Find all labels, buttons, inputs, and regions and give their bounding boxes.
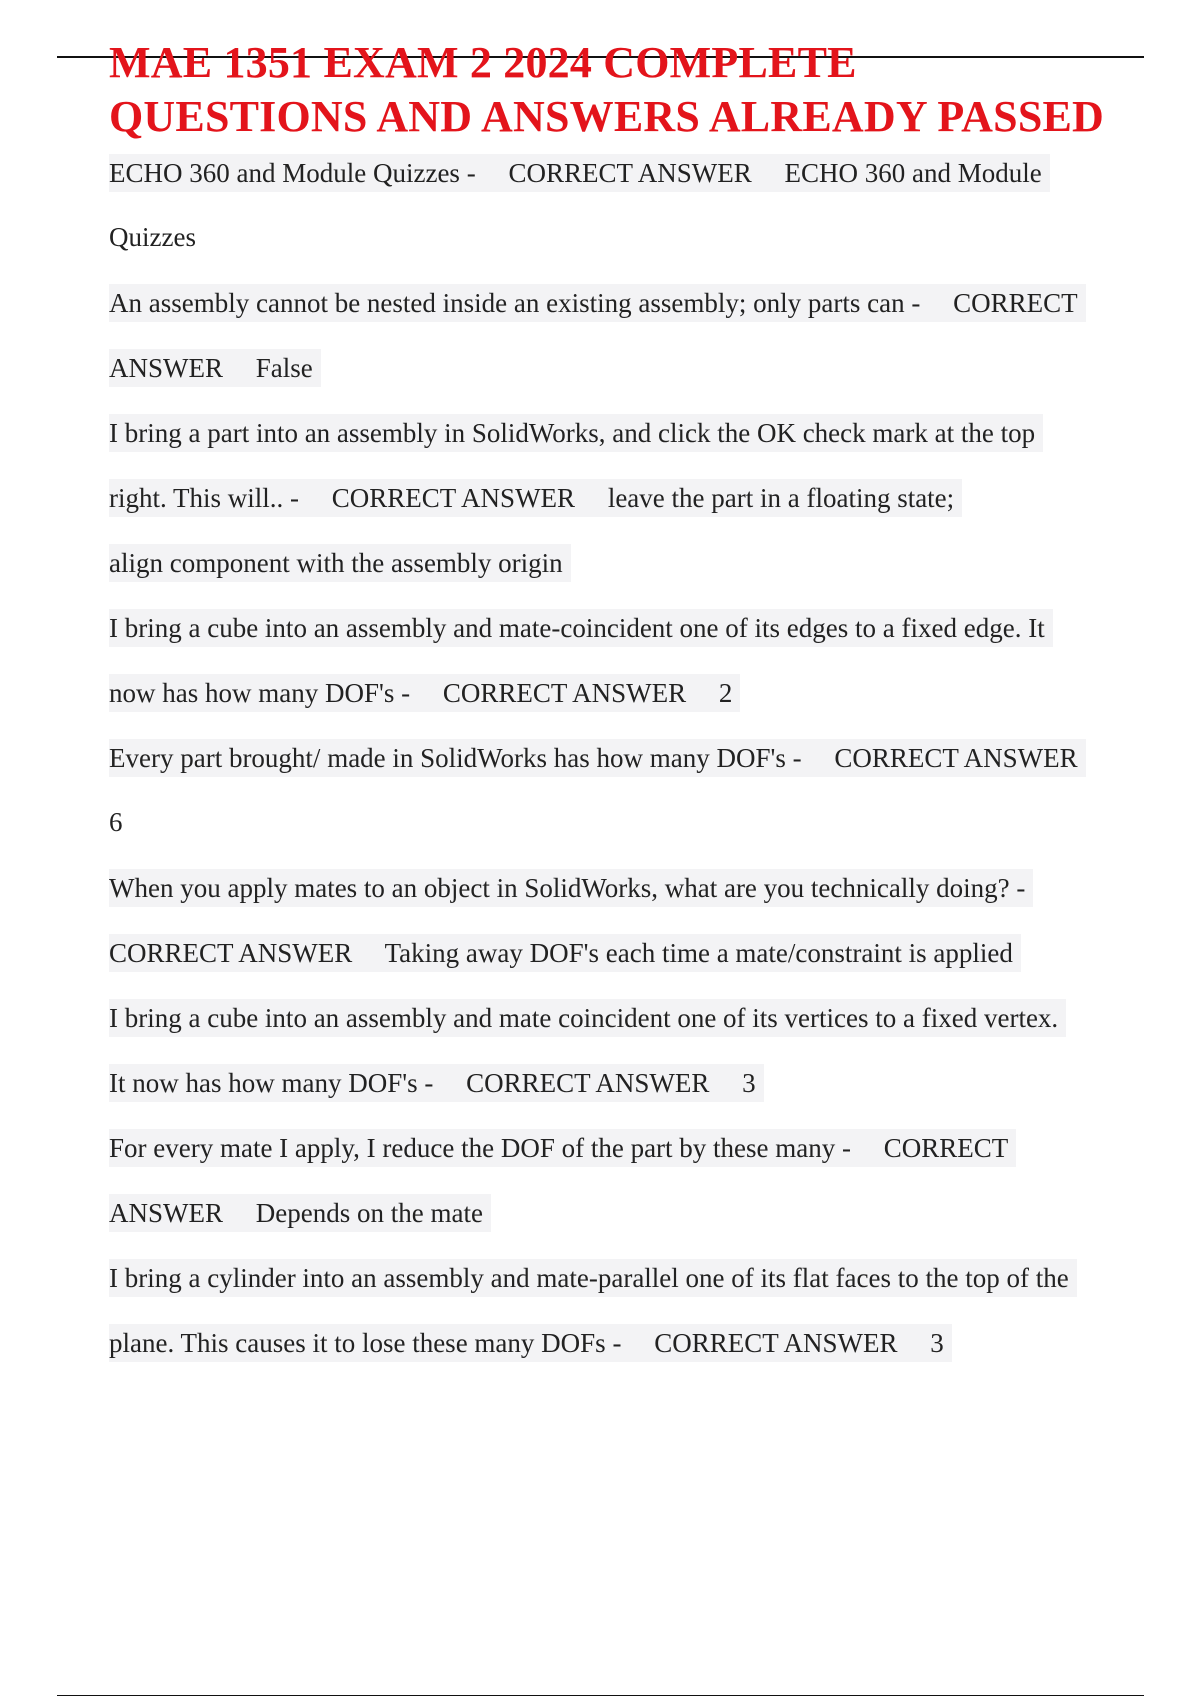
question-text: I bring a cube into an assembly and mate-coincident one of its edges to a fixed edge. It — [109, 612, 1045, 643]
answer-text: 6 — [109, 807, 123, 837]
correct-answer-marker: CORRECT ANSWER — [442, 677, 687, 708]
answer-text: False — [255, 352, 313, 383]
correct-answer-marker: ANSWER — [109, 1197, 223, 1228]
qa-item-2-line-1 — [109, 270, 1139, 335]
qa-item-3-line-2 — [109, 465, 1139, 530]
correct-answer-marker: CORRECT ANSWER — [466, 1067, 710, 1098]
qa-item-3-line-3 — [109, 530, 1139, 595]
question-text: plane. This causes it to lose these many DOFs — [109, 1327, 606, 1358]
qa-item-6-line-1 — [109, 855, 1139, 920]
question-text: It now has how many DOF's — [109, 1067, 418, 1098]
separator: - — [612, 1327, 622, 1358]
correct-answer-marker: CORRECT ANSWER — [654, 1327, 898, 1358]
question-text: right. This will.. — [109, 482, 284, 513]
title-line-2: QUESTIONS AND ANSWERS ALREADY PASSED — [109, 92, 1105, 141]
answer-text: 3 — [742, 1067, 756, 1098]
question-text: I bring a part into an assembly in SolidWorks, and click the OK check mark at the top — [109, 417, 1036, 448]
separator: - — [290, 482, 300, 513]
answer-text: Depends on the mate — [255, 1197, 483, 1228]
question-text: I bring a cylinder into an assembly and mate-parallel one of its flat faces to the top of the — [109, 1262, 1069, 1293]
bottom-rule — [57, 1695, 1144, 1696]
qa-item-6-line-2 — [109, 920, 1139, 985]
qa-item-8-line-2 — [109, 1180, 1139, 1245]
separator: - — [911, 287, 921, 318]
answer-text: Taking away DOF's each time a mate/constraint is applied — [384, 937, 1013, 968]
answer-text: 2 — [718, 677, 733, 708]
qa-item-1-line-1 — [109, 140, 1139, 205]
qa-item-2-line-2 — [109, 335, 1139, 400]
qa-item-3-line-1 — [109, 400, 1139, 465]
qa-item-8-line-1 — [109, 1115, 1139, 1180]
separator: - — [424, 1067, 434, 1098]
correct-answer-marker: CORRECT ANSWER — [331, 482, 576, 513]
correct-answer-marker: CORRECT ANSWER — [109, 937, 353, 968]
qa-item-4-line-1 — [109, 595, 1139, 660]
qa-item-7-line-1 — [109, 985, 1139, 1050]
qa-item-5-line-2 — [109, 790, 1139, 855]
qa-item-7-line-2 — [109, 1050, 1139, 1115]
correct-answer-marker: CORRECT — [953, 287, 1078, 318]
answer-text: 3 — [930, 1327, 944, 1358]
correct-answer-marker: CORRECT ANSWER — [508, 157, 752, 188]
answer-text: ECHO 360 and Module — [784, 157, 1042, 188]
separator: - — [1016, 872, 1026, 903]
question-text: For every mate I apply, I reduce the DOF of the part by these many — [109, 1132, 836, 1163]
question-text: ECHO 360 and Module Quizzes — [109, 157, 460, 188]
title-line-1: MAE 1351 EXAM 2 2024 COMPLETE — [109, 38, 857, 87]
document-title — [109, 36, 1169, 144]
answer-text: align component with the assembly origin — [109, 547, 563, 578]
qa-item-9-line-1 — [109, 1245, 1139, 1310]
question-text: An assembly cannot be nested inside an existing assembly; only parts can — [109, 287, 905, 318]
correct-answer-marker: ANSWER — [109, 352, 223, 383]
answer-text: leave the part in a floating state; — [607, 482, 955, 513]
qa-item-4-line-2 — [109, 660, 1139, 725]
qa-item-5-line-1 — [109, 725, 1139, 790]
qa-item-9-line-2 — [109, 1310, 1139, 1375]
correct-answer-marker: CORRECT — [883, 1132, 1009, 1163]
question-text: When you apply mates to an object in SolidWorks, what are you technically doing? — [109, 872, 1010, 903]
separator: - — [401, 677, 411, 708]
qa-list — [109, 140, 1139, 1375]
question-text: now has how many DOF's — [109, 677, 395, 708]
separator: - — [842, 1132, 852, 1163]
separator: - — [792, 742, 802, 773]
qa-item-1-line-2 — [109, 205, 1139, 270]
separator: - — [466, 157, 476, 188]
question-text: I bring a cube into an assembly and mate coincident one of its vertices to a fixed vertex. — [109, 1002, 1059, 1033]
correct-answer-marker: CORRECT ANSWER — [834, 742, 1078, 773]
answer-text: Quizzes — [109, 222, 196, 252]
question-text: Every part brought/ made in SolidWorks has how many DOF's — [109, 742, 786, 773]
